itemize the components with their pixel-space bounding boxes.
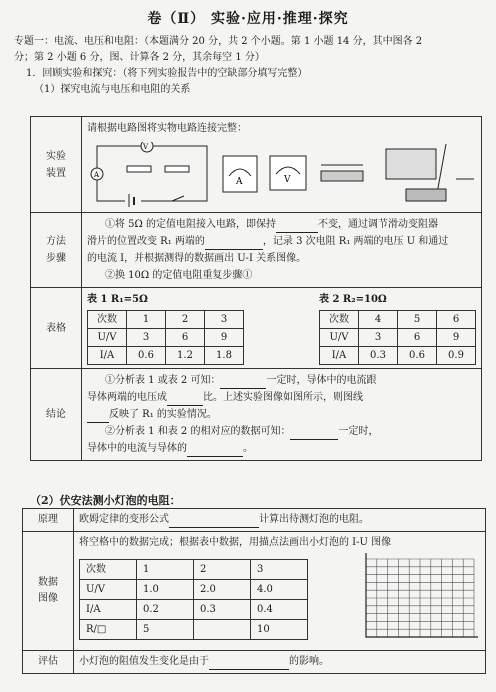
table1 <box>87 310 244 365</box>
table-cell: 6 <box>166 329 205 347</box>
table-cell: 次数 <box>80 559 137 579</box>
table-cell: 5 <box>137 619 194 639</box>
table-row <box>88 347 244 365</box>
graph-axes <box>366 553 478 637</box>
method-text: 滑片的位置改变 R₁ 两端的 <box>87 236 205 247</box>
table-cell[interactable] <box>194 619 251 639</box>
table-cell: 0.3 <box>194 599 251 619</box>
device-instruction: 请根据电路图将实物电路连接完整： <box>87 123 247 134</box>
answer-blank[interactable] <box>167 393 203 406</box>
table-cell: 0.9 <box>437 347 476 365</box>
experiment-report-table <box>30 116 482 461</box>
table-cell: U/V <box>320 329 359 347</box>
label-method: 方法 步骤 <box>31 213 82 288</box>
table-cell: 4.0 <box>251 579 308 599</box>
table-cell: R/□ <box>80 619 137 639</box>
svg-text:A: A <box>94 170 100 179</box>
method-text: ②换 10Ω 的定值电阻重复步骤① <box>105 270 253 281</box>
lamp-resistance-table <box>22 508 486 674</box>
experiment-apparatus <box>376 139 476 209</box>
svg-text:A: A <box>236 177 243 187</box>
table1-title: 表 1 R₁=5Ω <box>87 294 148 305</box>
method-text: 不变，通过调节滑动变阻器 <box>318 219 439 230</box>
intro-line: 分；第 2 小题 6 分，图、计算各 2 分，其余每空 1 分） <box>14 52 265 63</box>
table-cell: 1 <box>127 311 166 329</box>
conclusion-cell <box>82 369 482 461</box>
label-conclusion: 结论 <box>31 369 82 461</box>
principle-cell <box>74 509 486 532</box>
conc-text: 一定时，导体中的电流跟 <box>266 375 377 386</box>
table-cell: 6 <box>437 311 476 329</box>
page-title: 卷（Ⅱ） 实验·应用·推理·探究 <box>147 11 349 27</box>
intro-line: 1．回顾实验和探究：（将下列实验报告中的空缺部分填写完整） <box>26 68 308 79</box>
table-cell: 0.4 <box>251 599 308 619</box>
table-cell: U/V <box>88 329 127 347</box>
principle-text: 欧姆定律的变形公式 <box>79 514 169 525</box>
table-row <box>88 311 244 329</box>
device-cell <box>82 117 482 213</box>
table-cell: 4 <box>359 311 398 329</box>
table-cell: 2 <box>194 559 251 579</box>
conc-text: 比。上述实验图像如图所示，则图线 <box>203 392 363 403</box>
table2 <box>319 310 476 365</box>
table-row <box>80 559 308 579</box>
lamp-data-table <box>79 559 308 640</box>
table-cell: 1.0 <box>137 579 194 599</box>
answer-blank[interactable] <box>187 444 243 457</box>
label-principle: 原理 <box>23 509 74 532</box>
circuit-diagram <box>87 142 212 207</box>
section2-title: （2）伏安法测小灯泡的电阻： <box>30 494 181 507</box>
table-cell: 0.6 <box>398 347 437 365</box>
conc-text: 。 <box>243 443 253 454</box>
answer-blank[interactable] <box>169 515 259 528</box>
table-cell: 次数 <box>320 311 359 329</box>
answer-blank[interactable] <box>87 410 109 423</box>
conc-text: 导体中的电流与导体的 <box>87 443 187 454</box>
table-cell: 5 <box>398 311 437 329</box>
data-cell <box>74 532 486 651</box>
table-cell: U/V <box>80 579 137 599</box>
conc-text: 导体两端的电压成 <box>87 392 167 403</box>
table-row <box>320 311 476 329</box>
svg-text:V: V <box>143 142 149 151</box>
table-cell: 0.2 <box>137 599 194 619</box>
table-cell: 0.3 <box>359 347 398 365</box>
answer-blank[interactable] <box>205 237 263 250</box>
table-row <box>320 329 476 347</box>
table-cell: 9 <box>437 329 476 347</box>
answer-blank[interactable] <box>276 220 318 233</box>
table-row <box>320 347 476 365</box>
label-table: 表格 <box>31 288 82 369</box>
label-device: 实验 装置 <box>31 117 82 213</box>
conc-text: ②分析表 1 和表 2 的相对应的数据可知： <box>105 426 291 437</box>
principle-text: 计算出待测灯泡的电阻。 <box>259 514 369 525</box>
table-cell: I/A <box>88 347 127 365</box>
table-cell: 1.8 <box>205 347 244 365</box>
label-eval: 评估 <box>23 651 74 674</box>
intro <box>14 34 488 98</box>
table-row <box>80 579 308 599</box>
table-cell: 2.0 <box>194 579 251 599</box>
method-cell <box>82 213 482 288</box>
svg-text:V: V <box>284 175 291 185</box>
table-cell: 次数 <box>88 311 127 329</box>
data-instruction: 将空格中的数据完成；根据表中数据，用描点法画出小灯泡的 I-U 图像 <box>79 537 392 548</box>
conc-text: ①分析表 1 或表 2 可知： <box>105 375 221 386</box>
table-cell: 3 <box>359 329 398 347</box>
table-cell: I/A <box>80 599 137 619</box>
eval-text: 的影响。 <box>289 656 329 667</box>
conc-text: 反映了 R₁ 的实验情况。 <box>109 409 217 420</box>
method-text: 的电流 I，并根据测得的数据画出 U-I 关系图像。 <box>87 253 307 264</box>
ammeter-device <box>221 154 259 194</box>
intro-line: 专题一：电流、电压和电阻：（本题满分 20 分，共 2 个小题。第 1 小题 14 分，其中图各 2 <box>14 36 423 47</box>
table-cell: 9 <box>205 329 244 347</box>
iu-graph-grid <box>350 551 480 647</box>
rheostat-device <box>317 159 367 189</box>
answer-blank[interactable] <box>220 376 266 389</box>
answer-blank[interactable] <box>290 427 338 440</box>
table-cell: 10 <box>251 619 308 639</box>
table-row <box>88 329 244 347</box>
table-cell: 3 <box>205 311 244 329</box>
table-cell <box>82 288 482 369</box>
table-cell: 1.2 <box>166 347 205 365</box>
table-cell: 2 <box>166 311 205 329</box>
eval-cell <box>74 651 486 674</box>
method-text: ①将 5Ω 的定值电阻接入电路，即保持 <box>105 219 277 230</box>
voltmeter-device <box>268 154 308 194</box>
table-cell: 6 <box>398 329 437 347</box>
intro-line: （1）探究电流与电压和电阻的关系 <box>34 84 191 95</box>
table-row <box>80 599 308 619</box>
table-cell: 3 <box>127 329 166 347</box>
method-text: ，记录 3 次电阻 R₁ 两端的电压 U 和通过 <box>262 236 449 247</box>
eval-text: 小灯泡的阻值发生变化是由于 <box>79 656 209 667</box>
label-data: 数据 图像 <box>23 532 74 651</box>
table-cell: I/A <box>320 347 359 365</box>
conc-text: 一定时， <box>338 426 379 437</box>
table2-title: 表 2 R₂=10Ω <box>319 294 387 305</box>
table-cell: 3 <box>251 559 308 579</box>
table-cell: 0.6 <box>127 347 166 365</box>
table-cell: 1 <box>137 559 194 579</box>
table-row <box>80 619 308 639</box>
answer-blank[interactable] <box>209 657 289 670</box>
